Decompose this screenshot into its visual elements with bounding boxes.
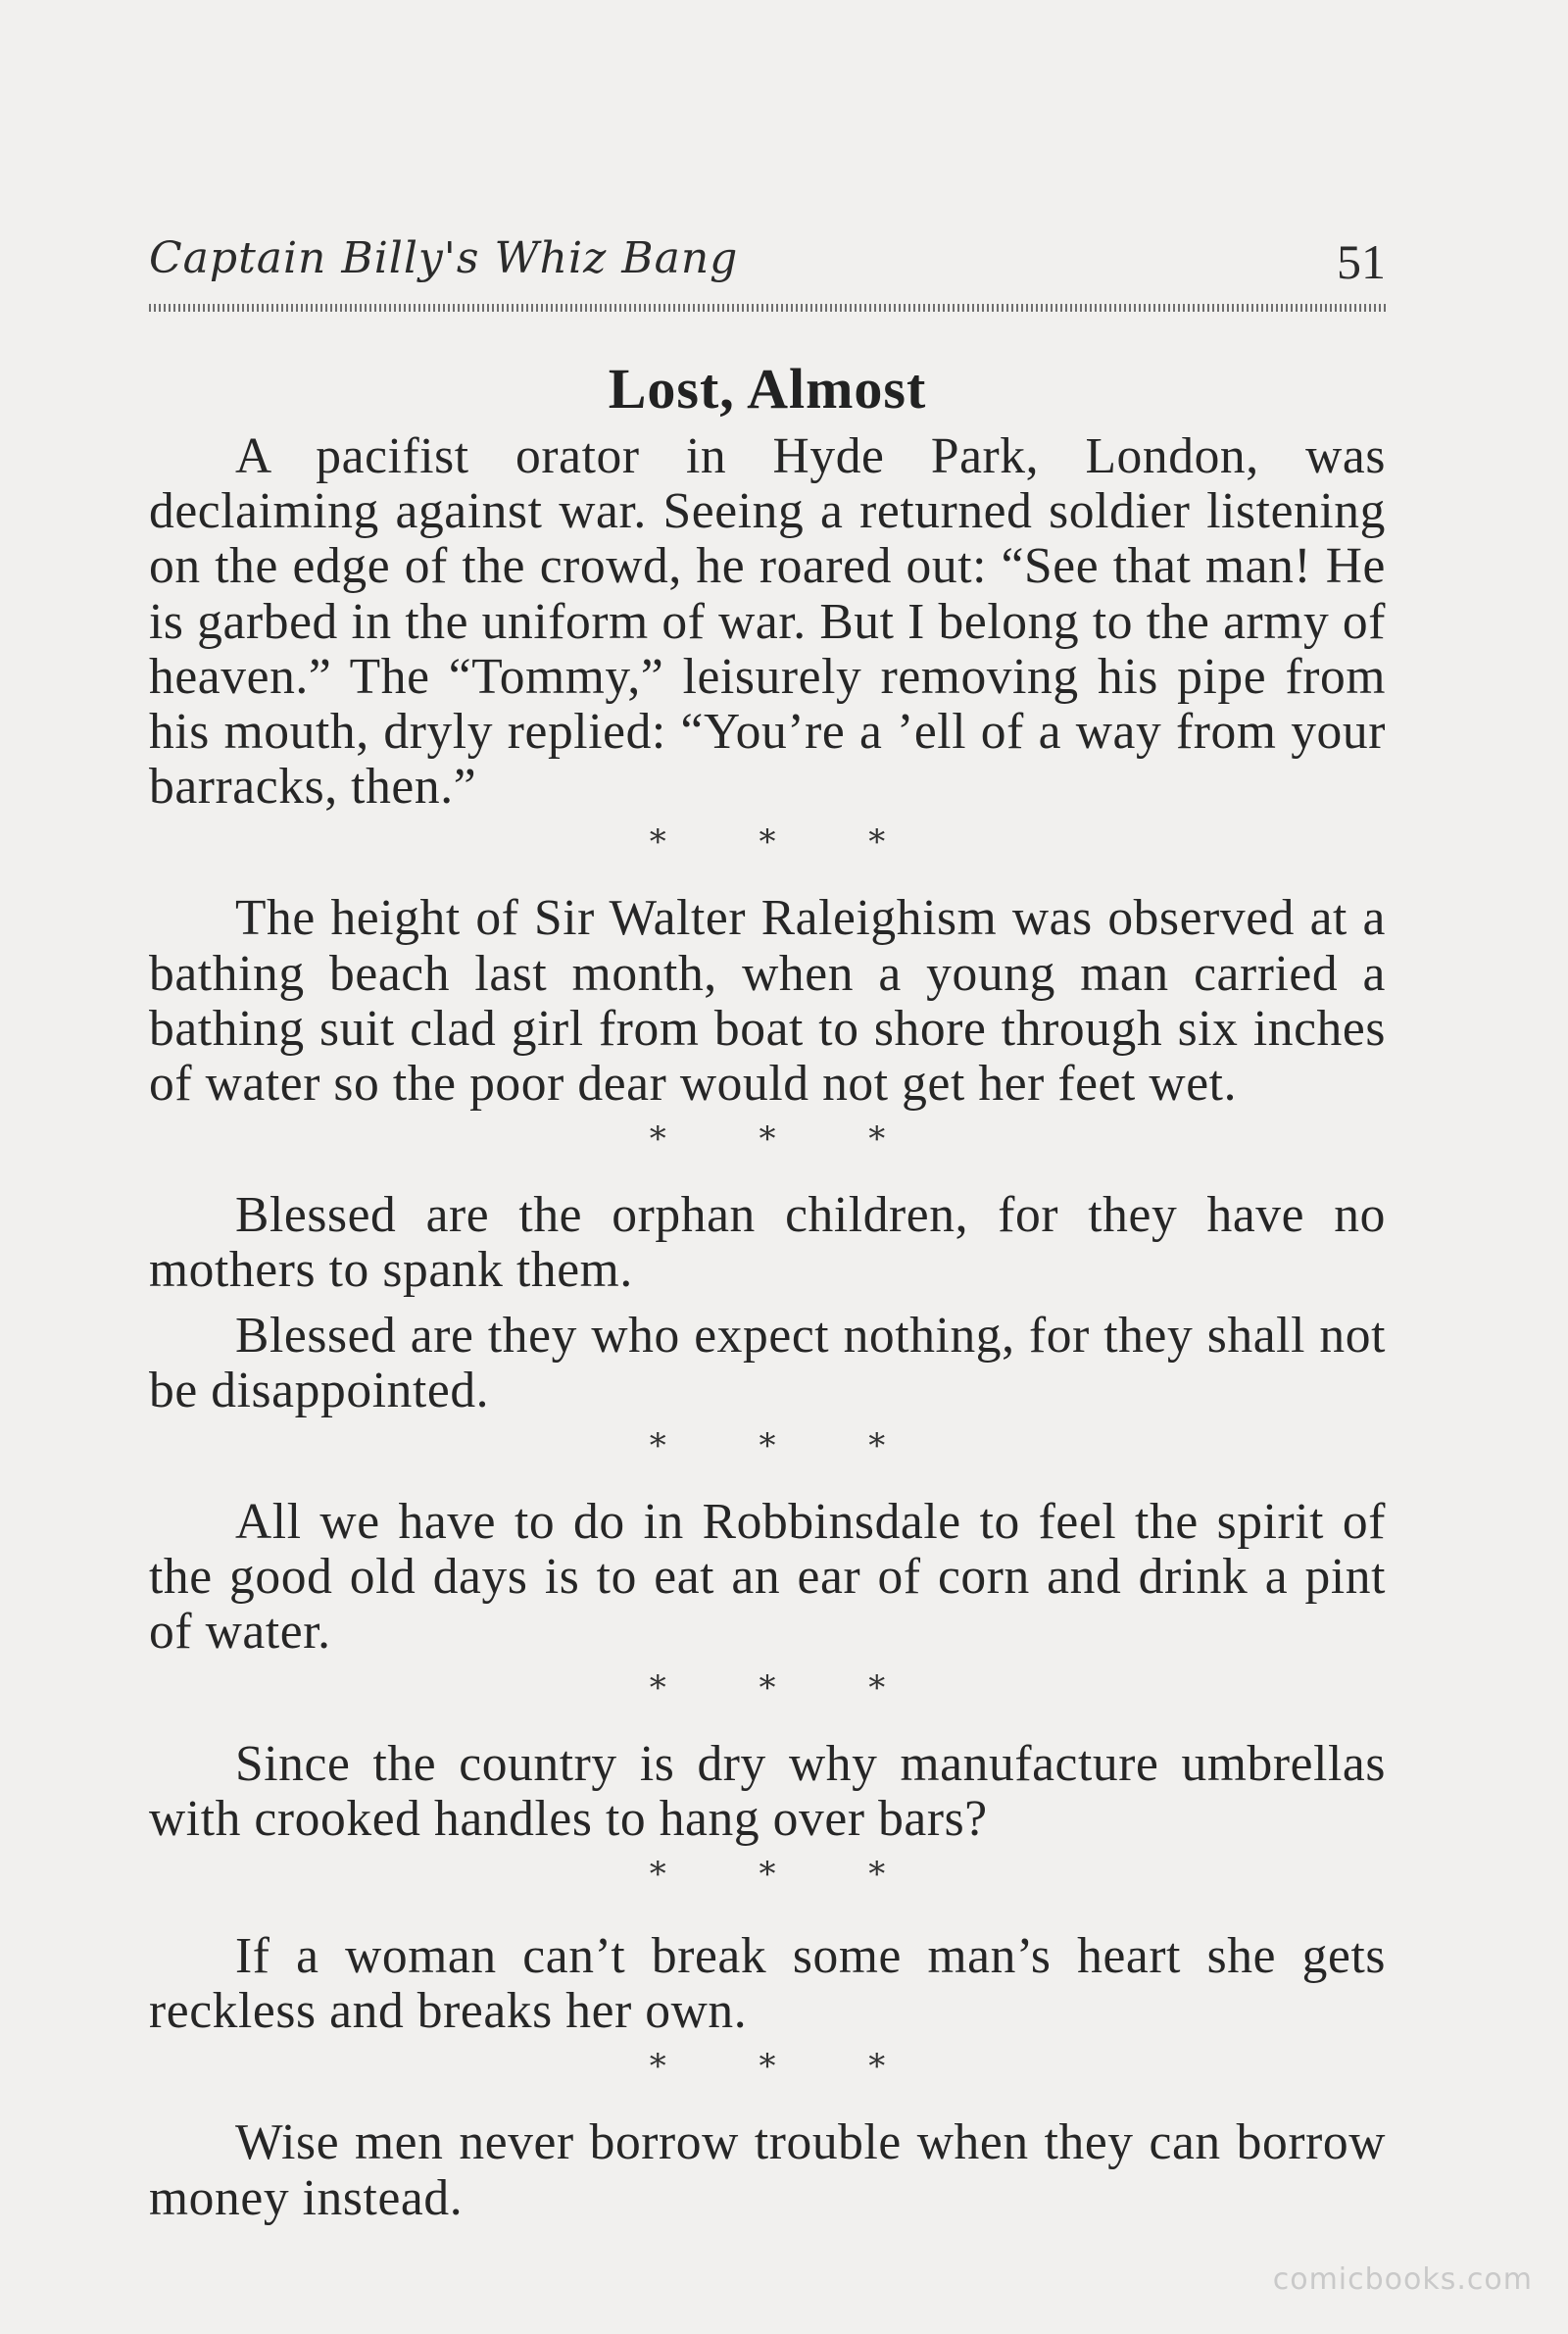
paragraph: Since the country is dry why manufacture umbrellas with crooked handles to hang over bars? xyxy=(149,1735,1386,1847)
separator: * * * xyxy=(649,1855,927,1895)
separator: * * * xyxy=(649,1426,927,1466)
separator: * * * xyxy=(649,822,927,863)
article-title: Lost, Almost xyxy=(608,357,927,421)
page-number: 51 xyxy=(1337,234,1386,289)
watermark: comicbooks.com xyxy=(1272,2262,1533,2297)
paragraph: All we have to do in Robbinsdale to feel the spirit of the good old days is to eat an ear of corn and drink a pint of water. xyxy=(149,1494,1386,1661)
paragraph: A pacifist orator in Hyde Park, London, was declaiming against war. Seeing a returned soldier listening on the edge of the crowd, he roared out: “See that man! He is garbed in the uniform of war. But I belong to the army of heaven.” The “Tommy,” leisurely removing his pipe from his mouth, dryly replied: “You’re a ’ell of a way from your barracks, then.” xyxy=(149,428,1386,816)
separator: * * * xyxy=(649,1119,927,1160)
paragraph: Blessed are the orphan children, for they have no mothers to spank them. xyxy=(149,1187,1386,1299)
page-body xyxy=(149,233,1386,2226)
header-rule xyxy=(149,304,1386,312)
separator: * * * xyxy=(649,2047,927,2087)
paragraph: The height of Sir Walter Raleighism was observed at a bathing beach last month, when a young man carried a bathing suit clad girl from boat to shore through six inches of water so the poor dear would not get her feet wet. xyxy=(149,890,1386,1113)
running-header xyxy=(149,233,1386,304)
book-title: Captain Billy's Whiz Bang xyxy=(149,233,739,283)
paragraph: If a woman can’t break some man’s heart she gets reckless and breaks her own. xyxy=(149,1928,1386,2040)
paragraph: Blessed are they who expect nothing, for they shall not be disappointed. xyxy=(149,1307,1386,1418)
paragraph: Wise men never borrow trouble when they can borrow money instead. xyxy=(149,2114,1386,2226)
separator: * * * xyxy=(649,1667,927,1708)
